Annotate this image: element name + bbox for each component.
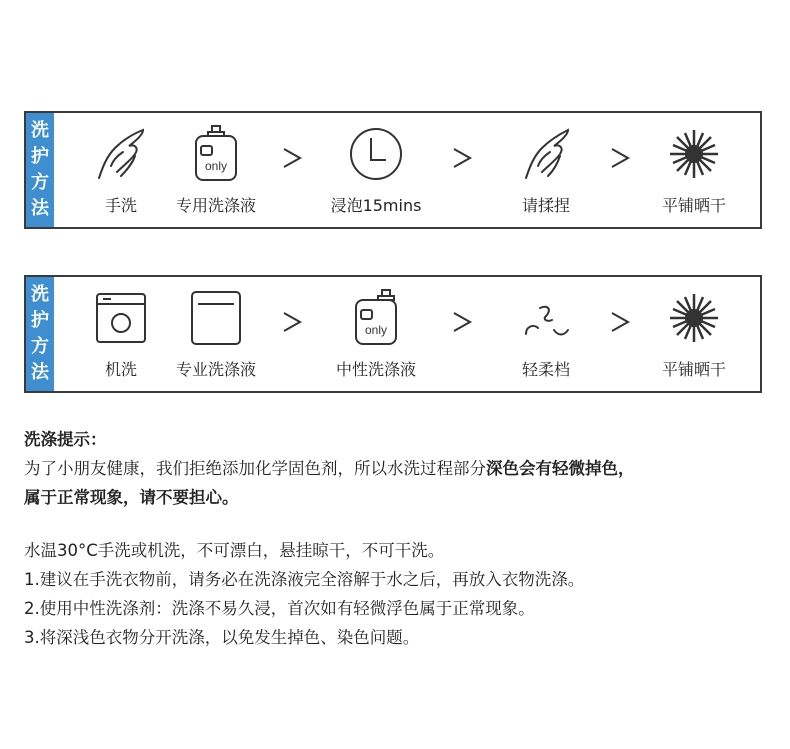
step-knead (486, 113, 606, 227)
step-label: 中性洗涤液 (335, 360, 416, 379)
only-badge: only (204, 159, 228, 173)
step-label: 平铺晒干 (661, 196, 726, 215)
side-char: 方 (31, 172, 49, 193)
detergent-bottle-icon (348, 290, 404, 346)
gentle-wave-icon (518, 290, 574, 346)
side-label (26, 277, 54, 391)
washing-notes (24, 425, 774, 652)
separator-arrow (450, 307, 474, 337)
side-char: 洗 (31, 284, 49, 305)
separator-arrow (450, 143, 474, 173)
machine-wash-panel (24, 275, 762, 393)
only-badge: only (364, 323, 388, 337)
step-dry-flat (634, 277, 754, 391)
hand-wash-panel (24, 111, 762, 229)
side-char: 方 (31, 336, 49, 357)
washing-machine-icon (93, 290, 149, 346)
notes-line-1-text: 为了小朋友健康，我们拒绝添加化学固色剂，所以水洗过程部分 (24, 459, 486, 478)
notes-heading: 洗涤提示： (24, 430, 107, 449)
notes-line-2: 属于正常现象，请不要担心。 (24, 488, 239, 507)
step-soak (316, 113, 436, 227)
step-dry-flat (634, 113, 754, 227)
step-label: 请揉捏 (521, 196, 570, 215)
step-label: 浸泡15mins (330, 196, 422, 215)
step-label: 平铺晒干 (661, 360, 726, 379)
notes-line-1 (24, 454, 774, 483)
side-label (26, 113, 54, 227)
step-professional-detergent (156, 277, 276, 391)
step-label: 轻柔档 (521, 360, 570, 379)
notes-line-4: 1.建议在手洗衣物前，请务必在洗涤液完全溶解于水之后，再放入衣物洗涤。 (24, 570, 585, 589)
step-label: 专用洗涤液 (175, 196, 256, 215)
notes-line-3: 水温30°C手洗或机洗，不可漂白，悬挂晾干，不可干洗。 (24, 541, 445, 560)
separator-arrow (280, 307, 304, 337)
step-label: 专业洗涤液 (175, 360, 256, 379)
hand-icon (518, 126, 574, 182)
container-icon (188, 290, 244, 346)
notes-line-6: 3.将深浅色衣物分开洗涤，以免发生掉色、染色问题。 (24, 628, 420, 647)
step-label: 手洗 (104, 196, 137, 215)
sun-icon (666, 126, 722, 182)
separator-arrow (608, 143, 632, 173)
side-char: 法 (31, 198, 49, 219)
side-char: 洗 (31, 120, 49, 141)
separator-arrow (608, 307, 632, 337)
hand-icon (93, 126, 149, 182)
step-gentle-cycle (486, 277, 606, 391)
sun-icon (666, 290, 722, 346)
step-label: 机洗 (104, 360, 137, 379)
step-detergent (156, 113, 276, 227)
notes-line-5: 2.使用中性洗涤剂：洗涤不易久浸，首次如有轻微浮色属于正常现象。 (24, 599, 535, 618)
detergent-bottle-icon (188, 126, 244, 182)
step-neutral-detergent (316, 277, 436, 391)
side-char: 法 (31, 362, 49, 383)
side-char: 护 (31, 310, 49, 331)
side-char: 护 (31, 146, 49, 167)
separator-arrow (280, 143, 304, 173)
clock-icon (348, 126, 404, 182)
notes-line-1-bold: 深色会有轻微掉色， (486, 459, 635, 478)
